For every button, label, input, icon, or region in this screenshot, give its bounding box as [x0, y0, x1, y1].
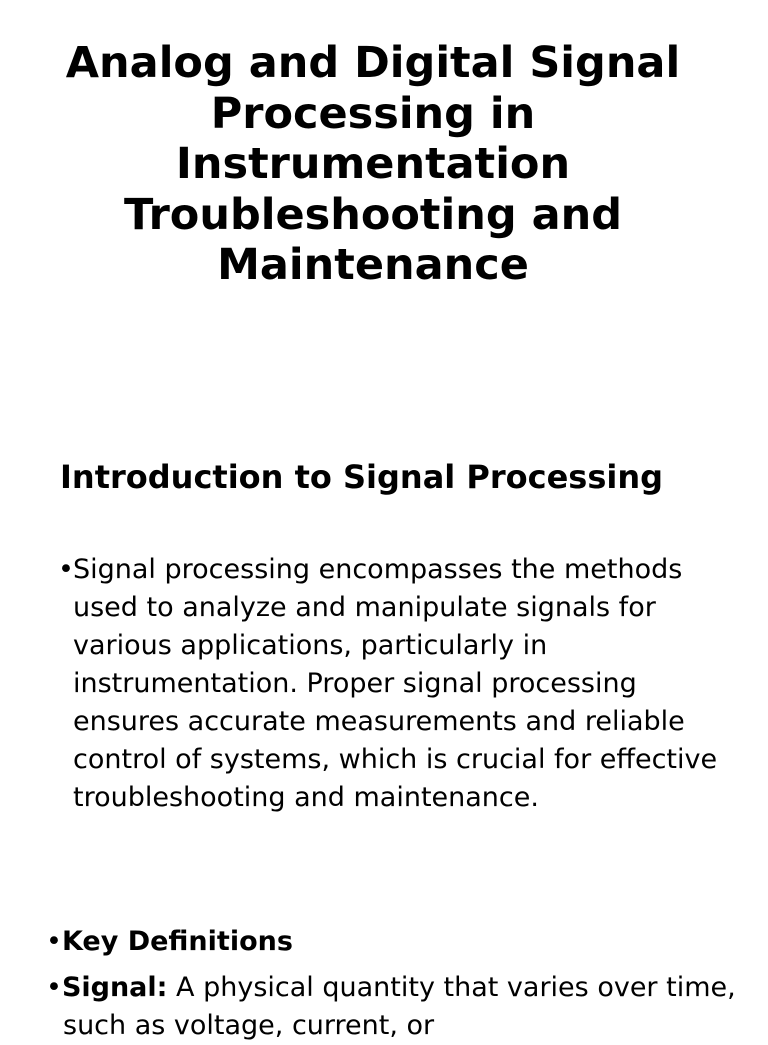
bullet-marker: •: [46, 972, 62, 1003]
key-definitions-heading: Key Definitions: [61, 926, 293, 957]
document-title: Analog and Digital Signal Processing in Instrumentation Troubleshooting and Maintenance: [65, 38, 681, 290]
key-definitions-bullet: [46, 923, 746, 961]
intro-bullet-paragraph: [58, 551, 733, 817]
definition-text: A physical quantity that varies over time, such as voltage, current, or: [63, 972, 736, 1041]
bullet-marker: •: [46, 926, 62, 957]
definition-item-signal: [46, 969, 753, 1045]
definition-term: Signal:: [61, 972, 168, 1003]
intro-paragraph-text: Signal processing encompasses the methods used to analyze and manipulate signals for various applications, particularly in instrumentation. Proper signal processing ensures accurate measurements and reliable control of systems, which is crucial for effective troubleshooting and maintenance.: [73, 554, 718, 813]
bullet-marker: •: [58, 554, 74, 585]
section-heading-introduction: Introduction to Signal Processing: [60, 458, 664, 496]
